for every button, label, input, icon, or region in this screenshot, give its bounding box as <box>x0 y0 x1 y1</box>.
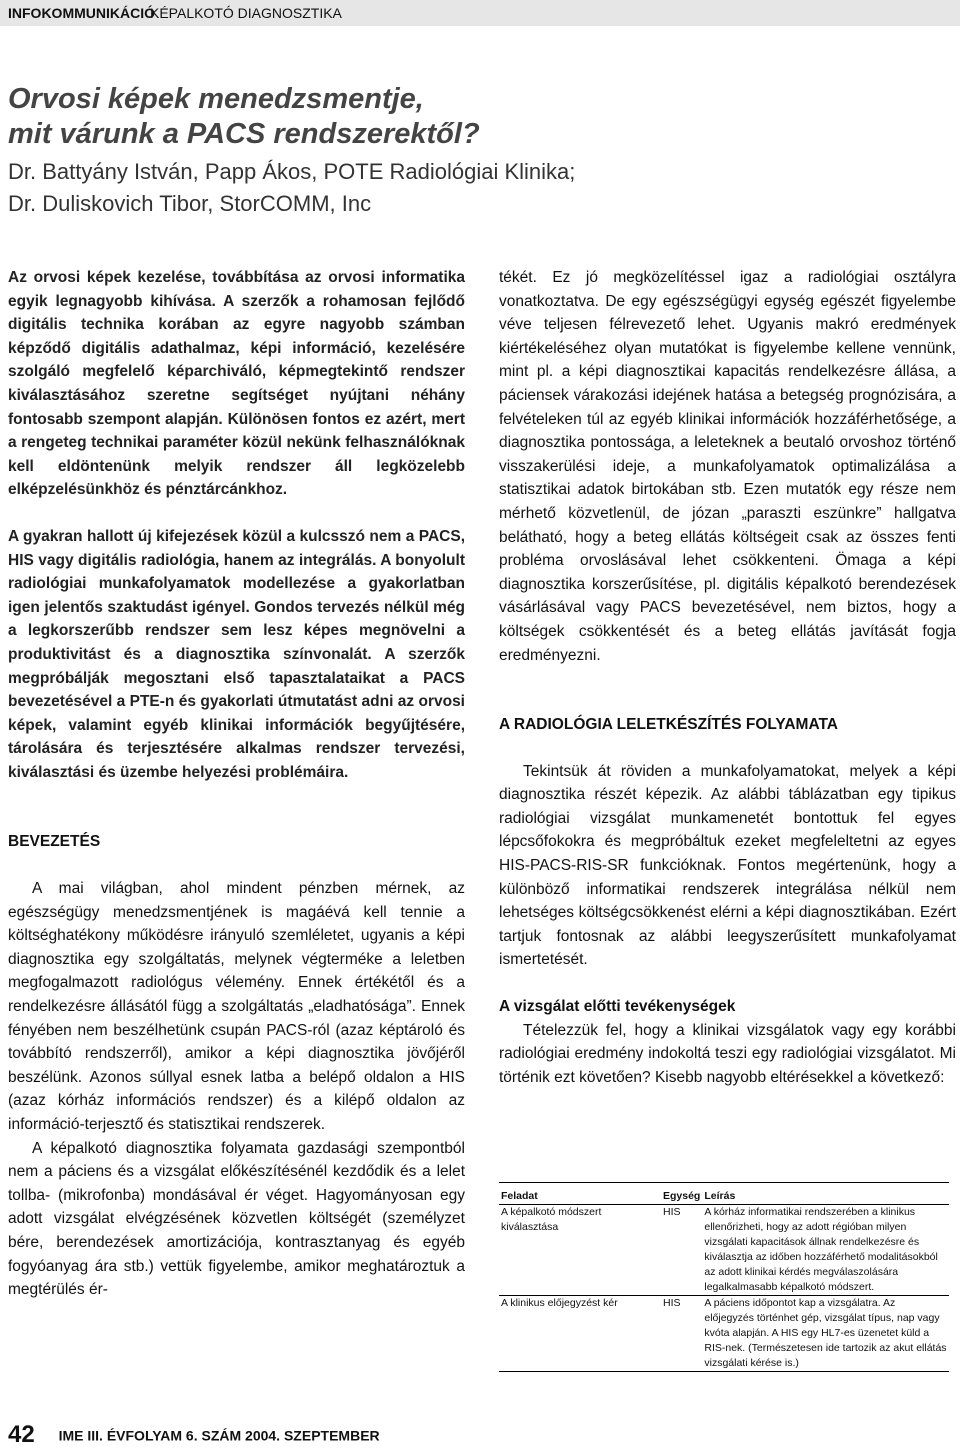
body-paragraph: tékét. Ez jó megközelítéssel igaz a radiológiai osztályra vonatkoztatva. De egy egészségügyi egység egészét figyelembe véve teljesen félrevezető lehet. Ugyanis makró eredmények kiértékeléséhez olyan mutatókat is figyelembe kellene vennünk, mint pl. a képi diagnosztikai kapacitás rendelkezésre állása, a páciensek várakozási idejének hatása a betegség prognózisára, a felvételeken túl az egyéb klinikai információk hozzáférhetősége, a diagnosztika pontossága, a leleteknek a beutaló orvoshoz történő visszakerülési ideje, a munkafolyamatok optimalizálása a statisztikai adatok birtokában stb. Ezen mutatók egy része nem mérhető közvetlenül, de józan „paraszti eszünkre” hallgatva belátható, hogy a beteg ellátás költségeit csak az összes fenti probléma orvoslásával lehet csökkenteni. Ömaga a képi diagnosztika korszerűsítése, pl. digitális képalkotó berendezések vásárlásával vagy PACS bevezetésével, nem biztos, hogy a költségek csökkentését és a beteg ellátás javítását fogja eredményezni. <box>499 269 956 664</box>
table-header-desc: Leírás <box>702 1183 949 1205</box>
subsection-label: KÉPALKOTÓ DIAGNOSZTIKA <box>150 5 342 21</box>
workflow-table <box>499 1182 949 1372</box>
body-paragraph: Tételezzük fel, hogy a klinikai vizsgálatok vagy egy korábbi radiológiai eredmény indokoltá teszi egy radiológiai vizsgálatot. Mi történik ezt követően? Kisebb nagyobb eltérésekkel a következő: <box>499 1021 956 1086</box>
right-column <box>499 266 956 1089</box>
page-number: 42 <box>8 1421 35 1449</box>
abstract-paragraph-1: Az orvosi képek kezelése, továbbítása az orvosi informatika egyik legnagyobb kihívása. A szerzők a rohamosan fejlődő digitális technika korában az egyre nagyobb számban képződő digitális adathalmaz, képi információ, kezelésére szolgáló megfelelő képarchiváló, képmegtekintő rendszer kiválasztásához szeretne segítséget nyújtani néhány fontosabb szempont alapján. Különösen fontos ez azért, mert a rengeteg technikai paraméter közül nekünk felhasználóknak kell eldöntenünk melyik rendszer áll legközelebb elképzelésünkhöz és pénztárcánkhoz. <box>8 269 465 499</box>
title-line-2: mit várunk a PACS rendszerektől? <box>8 118 480 150</box>
body-paragraph: A képalkotó diagnosztika folyamata gazdasági szempontból nem a páciens és a vizsgálat előkészítésénél kezdődik és a lelet tollba- (mikrofonba) mondásával ér véget. Hagyományosan egy adott vizsgálat elvégzésének közvetlen költségét (személyzet bére, berendezések amortizációja, kontrasztanyag és egyéb fogyóanyag ára stb.) vettük figyelembe, amikor meghatároztuk a megtérülés ér- <box>8 1139 465 1299</box>
table-row <box>499 1296 949 1372</box>
article-title <box>8 82 908 152</box>
section-heading-bevezetes: BEVEZETÉS <box>8 833 101 851</box>
left-column <box>8 266 465 1302</box>
table-cell-task: A képalkotó módszert kiválasztása <box>499 1205 661 1296</box>
issue-info: IME III. ÉVFOLYAM 6. SZÁM 2004. SZEPTEMBER <box>58 1427 380 1444</box>
table-cell-desc: A páciens időpontot kap a vizsgálatra. Az előjegyzés történhet gép, vizsgálat típus, nap vagy kvóta alapján. A HIS egy HL7-es üzenetet küld a RIS-nek. (Természetesen ide tartozik az akut ellátás vizsgálati kérése is.) <box>702 1296 949 1372</box>
body-paragraph: A mai világban, ahol mindent pénzben mérnek, az egészségügy menedzsmentjének is magáévá kell tennie a költséghatékony működésre irányuló szemléletet, ugyanis a képi diagnosztika egy szolgáltatás, melynek végterméke a leletben megfogalmazott radiológus vélemény. Ennek értékétől és a rendelkezésre állásától függ a szolgáltatás „eladhatósága”. Ennek fényében nem beszélhetünk csupán PACS-ról (azaz képtároló és továbbító rendszerről), amikor a képi diagnosztika jövőjéről beszélünk. Azonos súllyal esnek latba a belépő oldalon a HIS (azaz kórház információs rendszer) és a kilépő oldalon az információ-terjesztő és statisztikai rendszerek. <box>8 880 465 1133</box>
page-footer <box>8 1420 380 1449</box>
table-header-task: Feladat <box>499 1183 661 1205</box>
table-header-unit: Egység <box>661 1183 702 1205</box>
article-authors <box>8 156 908 220</box>
title-line-1: Orvosi képek menedzsmentje, <box>8 83 424 115</box>
section-label: INFOKOMMUNIKÁCIÓ <box>8 5 155 21</box>
authors-line-1: Dr. Battyány István, Papp Ákos, POTE Radiológiai Klinika; <box>8 159 576 184</box>
table-cell-task: A klinikus előjegyzést kér <box>499 1296 661 1372</box>
article-title-block <box>8 82 908 220</box>
table-row <box>499 1205 949 1296</box>
section-heading-workflow: A RADIOLÓGIA LELETKÉSZÍTÉS FOLYAMATA <box>499 716 839 734</box>
abstract-paragraph-2: A gyakran hallott új kifejezések közül a kulcsszó nem a PACS, HIS vagy digitális radiológia, hanem az integrálás. A bonyolult radiológiai munkafolyamatok modellezése a gyakorlatban igen jelentős szaktudást igényel. Gondos tervezés nélkül még a legkorszerűbb rendszer sem lesz képes megnövelni a produktivitást és a diagnosztika színvonalát. A szerzők megpróbálják megosztani első tapasztalataikat a PACS bevezetésével a PTE-n és gyakorlati útmutatást adni az orvosi képek, valamint egyéb klinikai információk begyűjtésére, tárolására és terjesztésére alkalmas rendszer tervezési, kiválasztási és üzembe helyezési problémáira. <box>8 527 465 781</box>
body-paragraph: Tekintsük át röviden a munkafolyamatokat, melyek a képi diagnosztika részét képezik. Az alábbi táblázatban egy tipikus radiológiai vizsgálat munkamenetét bontottuk fel egyes lépcsőfokokra és megpróbáltuk ezeket megfeleltetni az egyes HIS-PACS-RIS-SR funkcióknak. Fontos megértenünk, hogy a különböző informatikai rendszerek integrálása nélkül nem lehetséges költségcsökkenést elérni a képi diagnosztikában. Ezért tartjuk fontosnak az alábbi leegyszerűsített munkafolyamat ismertetését. <box>499 762 956 969</box>
table-cell-unit: HIS <box>661 1205 702 1296</box>
authors-line-2: Dr. Duliskovich Tibor, StorCOMM, Inc <box>8 191 372 216</box>
table-cell-unit: HIS <box>661 1296 702 1372</box>
section-header <box>0 0 960 26</box>
subsection-heading: A vizsgálat előtti tevékenységek <box>499 998 736 1016</box>
table-cell-desc: A kórház informatikai rendszerében a klinikus ellenőrizheti, hogy az adott régióban milyen vizsgálati kapacitások állnak rendelkezésre és kiválasztja az időben hozzáférhető modalitásokból az adott klinikai kérdés megválaszolására legalkalmasabb képalkotó módszert. <box>702 1205 949 1296</box>
